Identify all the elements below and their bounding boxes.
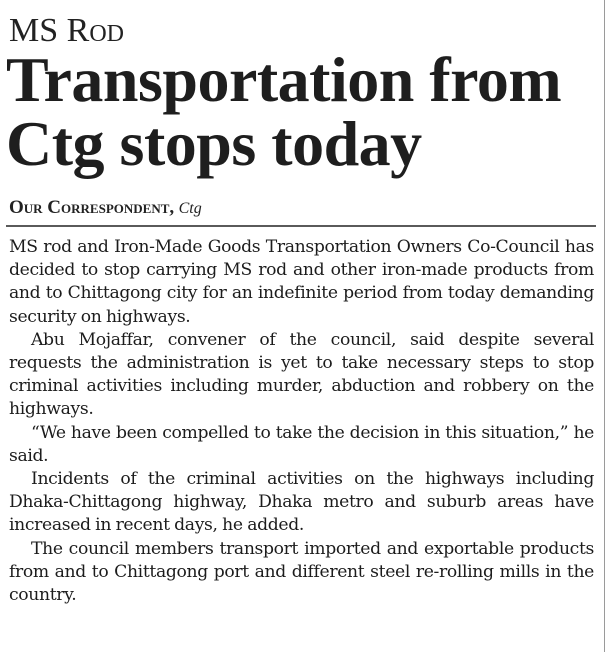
headline-line-1: Transportation from (6, 44, 562, 115)
byline-place: Ctg (178, 200, 202, 217)
byline-divider (6, 225, 596, 227)
article-body (9, 236, 594, 607)
body-paragraph-3: “We have been compelled to take the decision in this situation,” he said. (9, 422, 594, 466)
body-paragraph-2: Abu Mojaffar, convener of the council, said despite several requests the administration is yet to take necessary steps to stop criminal activities including murder, abduction and robbery on the highways. (9, 329, 594, 420)
article-byline (9, 196, 202, 220)
headline-line-2: Ctg stops today (6, 108, 422, 179)
article-headline (6, 44, 606, 179)
column-edge-rule (604, 0, 605, 652)
byline-author: Our Correspondent, (9, 197, 175, 218)
body-paragraph-4: Incidents of the criminal activities on the highways including Dhaka-Chittagong highway, Dhaka metro and suburb areas have increased in recent days, he added. (9, 469, 594, 536)
article-kicker: MS Rod (9, 12, 124, 49)
body-paragraph-5: The council members transport imported and exportable products from and to Chittagong port and different steel re-rolling mills in the country. (9, 538, 594, 606)
body-paragraph-1: MS rod and Iron-Made Goods Transportation Owners Co-Council has decided to stop carrying MS rod and other iron-made products from and to Chittagong city for an indefinite period from today demanding security on highways. (9, 237, 594, 327)
